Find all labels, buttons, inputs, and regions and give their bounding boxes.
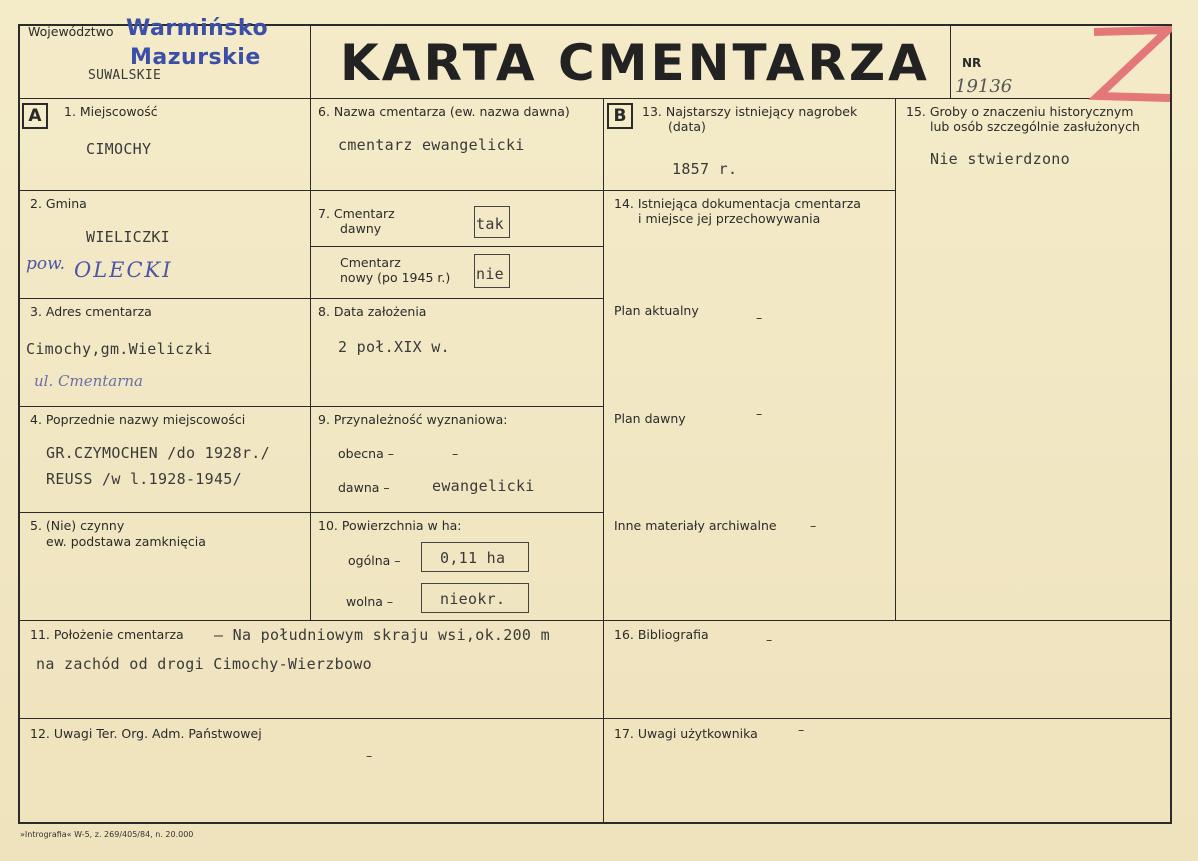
field12-value: – <box>366 748 373 763</box>
section-b-badge: B <box>607 103 633 129</box>
field7-label-a2: dawny <box>340 221 382 236</box>
field11-value-1: – Na południowym skraju wsi,ok.200 m <box>214 626 550 644</box>
field15-label-1: 15. Groby o znaczeniu historycznym <box>906 104 1134 119</box>
field3-hand: ul. Cmentarna <box>34 372 143 390</box>
archives-label: Inne materiały archiwalne <box>614 518 777 533</box>
field15-label-2: lub osób szczególnie zasłużonych <box>930 119 1140 134</box>
col-divider-1 <box>310 24 311 620</box>
field7-divider <box>310 246 604 247</box>
field2-value: WIELICZKI <box>86 228 170 246</box>
field2-hand-prefix: pow. <box>26 254 66 274</box>
row-divider <box>18 620 1170 621</box>
field6-label: 6. Nazwa cmentarza (ew. nazwa dawna) <box>318 104 570 119</box>
nr-label: NR <box>962 56 982 70</box>
field16-label: 16. Bibliografia <box>614 627 709 642</box>
field12-label: 12. Uwagi Ter. Org. Adm. Państwowej <box>30 726 262 741</box>
field4-value-1: GR.CZYMOCHEN /do 1928r./ <box>46 444 270 462</box>
field5-label-2: ew. podstawa zamknięcia <box>46 534 206 549</box>
field2-hand-value: OLECKI <box>74 258 173 282</box>
field13-label-1: 13. Najstarszy istniejący nagrobek <box>642 104 858 119</box>
field7-label-a1: 7. Cmentarz <box>318 206 395 221</box>
row-divider <box>18 718 1170 719</box>
row-divider <box>18 406 604 407</box>
field4-value-2: REUSS /w l.1928-1945/ <box>46 470 242 488</box>
field11-value-2: na zachód od drogi Cimochy-Wierzbowo <box>36 655 372 673</box>
stamp-line2: Mazurskie <box>130 45 261 70</box>
field8-label: 8. Data założenia <box>318 304 427 319</box>
plan-former-label: Plan dawny <box>614 411 686 426</box>
col-divider-3 <box>895 98 896 620</box>
field9-current-value: – <box>452 446 459 461</box>
field17-label: 17. Uwagi użytkownika <box>614 726 758 741</box>
archives-value: – <box>810 518 817 533</box>
field6-value: cmentarz ewangelicki <box>338 136 525 154</box>
field10-free-value: nieokr. <box>440 590 506 608</box>
field2-label: 2. Gmina <box>30 196 87 211</box>
field10-label: 10. Powierzchnia w ha: <box>318 518 462 533</box>
field7-label-b1: Cmentarz <box>340 255 401 270</box>
row-divider <box>603 190 895 191</box>
field9-current-label: obecna – <box>338 446 394 461</box>
field1-value: CIMOCHY <box>86 140 152 158</box>
field3-label: 3. Adres cmentarza <box>30 304 152 319</box>
plan-former-value: – <box>756 406 763 421</box>
field16-value: – <box>766 632 773 647</box>
field5-label-1: 5. (Nie) czynny <box>30 518 125 533</box>
field1-label: 1. Miejscowość <box>64 104 158 119</box>
field7-label-b2: nowy (po 1945 r.) <box>340 270 451 285</box>
field9-former-label: dawna – <box>338 480 390 495</box>
row-divider <box>18 512 604 513</box>
plan-current-value: – <box>756 310 763 325</box>
wojewodztwo-label: Województwo <box>28 24 114 39</box>
row-divider <box>18 190 604 191</box>
section-a-badge: A <box>22 103 48 129</box>
field14-label-2: i miejsce jej przechowywania <box>638 211 821 226</box>
field13-label-2: (data) <box>668 119 706 134</box>
field10-total-value: 0,11 ha <box>440 549 506 567</box>
row-divider <box>18 298 604 299</box>
field3-value: Cimochy,gm.Wieliczki <box>26 340 213 358</box>
field17-value: – <box>798 722 805 737</box>
field9-former-value: ewangelicki <box>432 477 535 495</box>
field11-label: 11. Położenie cmentarza <box>30 627 184 642</box>
field8-value: 2 poł.XIX w. <box>338 338 450 356</box>
field4-label: 4. Poprzednie nazwy miejscowości <box>30 412 246 427</box>
header-divider <box>18 98 1170 99</box>
plan-current-label: Plan aktualny <box>614 303 699 318</box>
field15-value: Nie stwierdzono <box>930 150 1070 168</box>
field7-value-b: nie <box>476 265 504 283</box>
field13-value: 1857 r. <box>672 160 738 178</box>
field7-value-a: tak <box>476 215 504 233</box>
nr-divider <box>950 24 951 99</box>
print-footer: »Intrografia« W-5, z. 269/405/84, n. 20.000 <box>20 830 194 839</box>
nr-value: 19136 <box>955 76 1013 97</box>
field10-free-label: wolna – <box>346 594 394 609</box>
red-z-mark <box>1088 26 1172 102</box>
field14-label-1: 14. Istniejąca dokumentacja cmentarza <box>614 196 861 211</box>
stamp-line1: Warmińsko <box>126 16 269 41</box>
field10-total-label: ogólna – <box>348 553 401 568</box>
field9-label: 9. Przynależność wyznaniowa: <box>318 412 508 427</box>
typed-region: SUWALSKIE <box>88 68 162 83</box>
col-divider-2 <box>603 98 604 823</box>
card-title: KARTA CMENTARZA <box>340 34 930 92</box>
